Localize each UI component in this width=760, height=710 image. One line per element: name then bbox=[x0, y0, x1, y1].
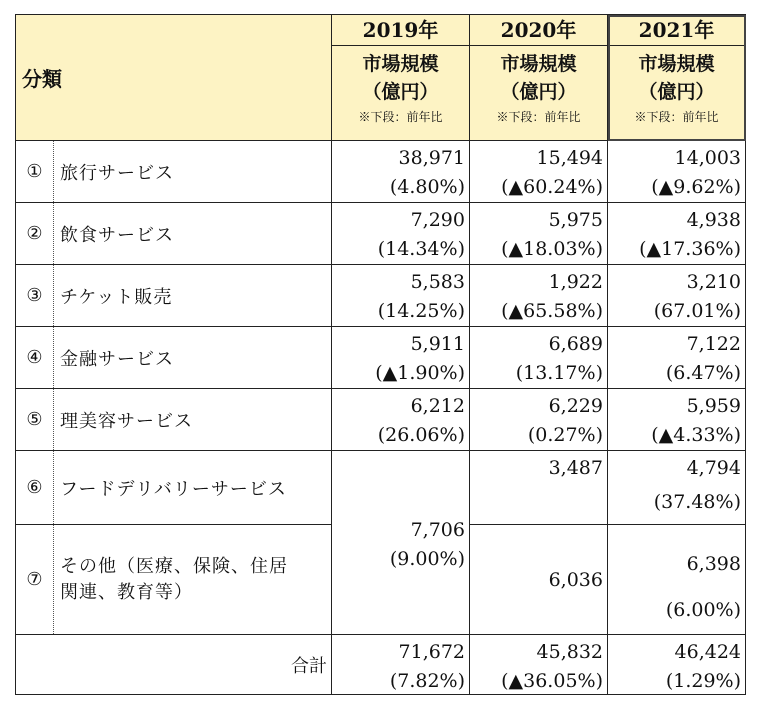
table-row bbox=[16, 203, 746, 265]
cell-2020: 15,494 (▲60.24%) bbox=[470, 141, 608, 203]
cell-2020: 6,689 (13.17%) bbox=[470, 327, 608, 389]
cell-2019: 6,212 (26.06%) bbox=[332, 389, 470, 451]
header-2019 bbox=[332, 15, 470, 141]
note-label: ※下段：前年比 bbox=[358, 110, 443, 124]
header-2020 bbox=[470, 15, 608, 141]
cell-2021: 5,959 (▲4.33%) bbox=[608, 389, 746, 451]
total-label: 合計 bbox=[16, 635, 332, 695]
row-number: ② bbox=[16, 203, 54, 265]
metric-label: 市場規模 bbox=[638, 53, 715, 75]
total-2020: 45,832 (▲36.05%) bbox=[470, 635, 608, 695]
cell-2020: 3,487 bbox=[470, 451, 608, 525]
total-2021: 46,424 (1.29%) bbox=[608, 635, 746, 695]
unit-label: （億円） bbox=[500, 81, 577, 103]
cell-2021: 7,122 (6.47%) bbox=[608, 327, 746, 389]
cell-2021: 3,210 (67.01%) bbox=[608, 265, 746, 327]
cell-2020: 5,975 (▲18.03%) bbox=[470, 203, 608, 265]
row-name: チケット販売 bbox=[54, 265, 332, 327]
year-2021: 2021年 bbox=[608, 15, 745, 46]
unit-label: （億円） bbox=[638, 81, 715, 103]
table-row bbox=[16, 451, 746, 525]
year-2020: 2020年 bbox=[470, 15, 607, 46]
cell-2021: 6,398 (6.00%) bbox=[608, 525, 746, 635]
total-row bbox=[16, 635, 746, 695]
note-label: ※下段：前年比 bbox=[496, 110, 581, 124]
cell-2019: 5,583 (14.25%) bbox=[332, 265, 470, 327]
year-2019: 2019年 bbox=[332, 15, 469, 46]
row-number: ③ bbox=[16, 265, 54, 327]
row-number: ④ bbox=[16, 327, 54, 389]
unit-label: （億円） bbox=[362, 81, 439, 103]
row-name: 飲食サービス bbox=[54, 203, 332, 265]
table-row bbox=[16, 389, 746, 451]
cell-2019: 7,290 (14.34%) bbox=[332, 203, 470, 265]
cell-2020: 6,036 bbox=[470, 525, 608, 635]
cell-2019-merged: 7,706 (9.00%) bbox=[332, 451, 470, 635]
row-number: ⑤ bbox=[16, 389, 54, 451]
header-2021 bbox=[608, 15, 746, 141]
row-name: 旅行サービス bbox=[54, 141, 332, 203]
table-row bbox=[16, 265, 746, 327]
row-number: ⑦ bbox=[16, 525, 54, 635]
table-row bbox=[16, 141, 746, 203]
row-number: ① bbox=[16, 141, 54, 203]
cell-2021: 4,938 (▲17.36%) bbox=[608, 203, 746, 265]
row-name: 金融サービス bbox=[54, 327, 332, 389]
header-category: 分類 bbox=[16, 15, 332, 141]
cell-2020: 1,922 (▲65.58%) bbox=[470, 265, 608, 327]
cell-2021: 14,003 (▲9.62%) bbox=[608, 141, 746, 203]
cell-2021: 4,794 (37.48%) bbox=[608, 451, 746, 525]
row-number: ⑥ bbox=[16, 451, 54, 525]
row-name: フードデリバリーサービス bbox=[54, 451, 332, 525]
row-name: その他（医療、保険、住居 関連、教育等） bbox=[54, 525, 332, 635]
cell-2020: 6,229 (0.27%) bbox=[470, 389, 608, 451]
cell-2019: 5,911 (▲1.90%) bbox=[332, 327, 470, 389]
market-size-table bbox=[15, 14, 746, 695]
cell-2019: 38,971 (4.80%) bbox=[332, 141, 470, 203]
row-name: 理美容サービス bbox=[54, 389, 332, 451]
table-row bbox=[16, 327, 746, 389]
total-2019: 71,672 (7.82%) bbox=[332, 635, 470, 695]
metric-label: 市場規模 bbox=[500, 53, 577, 75]
note-label: ※下段：前年比 bbox=[634, 110, 719, 124]
metric-label: 市場規模 bbox=[362, 53, 439, 75]
